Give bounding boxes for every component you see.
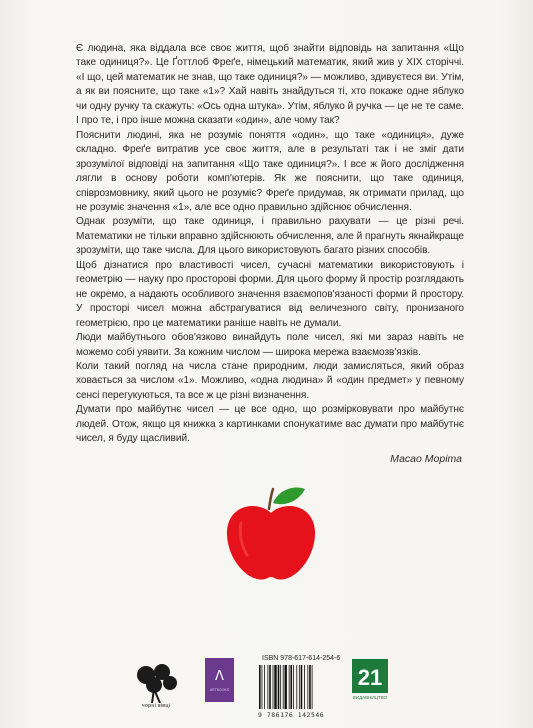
crow-logo-label: чорні вівці bbox=[141, 703, 171, 709]
paragraph-4: Щоб дізнатися про властивості чисел, сучасні математики використовують і геометрію — науку про просторові форми. Для цього форму й простір розглядають не окремо, а надають особливого значення взаємопов'язаності форми й простору. У просторі чисел можна абстрагуватися від величезного світу, пронизаного геометрією, про це математики раніше навіть не думали. bbox=[76, 259, 464, 329]
21-logo-number: 21 bbox=[357, 665, 383, 690]
body-text bbox=[76, 42, 464, 447]
author-signature: Масао Моріта bbox=[390, 453, 462, 465]
paragraph-7: Думати про майбутнє чисел — це все одно, що розмірковувати про майбутнє людей. Отож, якщо ця книжка з картинками спонукатиме вас думати про майбутнє чисел, я буду щасливий. bbox=[76, 404, 464, 445]
apple-stem bbox=[269, 489, 273, 509]
paragraph-3: Однак розуміти, що таке одиниця, і правильно рахувати — це різні речі. Математики не тільки вправно здійснюють обчислення, але й прагнуть якнайкраще зрозуміти, що таке числа. Для цього використовують багато різних способів. bbox=[76, 216, 464, 257]
barcode-digits: 9 786176 142546 bbox=[258, 711, 325, 719]
artbooks-logo bbox=[205, 658, 234, 702]
paragraph-2: Пояснити людині, яка не розуміє поняття «один», що таке «одиниця», дуже складно. Фреґе витратив усе своє життя, але в результаті так і не зміг дати зрозумілої відповіді на запитання «Що таке одиниця?». І все ж його дослідження лягли в основу роботи комп'ютерів. Як же пояснити, що таке одиниця, співрозмовнику, який цього не розуміє? Фреґе придумав, як отримати прилад, що не розуміє значення «1», але все одно правильно здійснює обчислення. bbox=[76, 129, 464, 213]
21-logo-label: ВИДАВНИЦТВО bbox=[352, 695, 388, 700]
artbooks-letter: Λ bbox=[215, 669, 224, 684]
paragraph-1: Є людина, яка віддала все своє життя, щоб знайти відповідь на запитання «Що таке одиниця?». Це Ґоттлоб Фреґе, німецький математик, який жив у XIX сторіччі. «І що, цей математик не знав, що таке одиниця?» — можливо, здивуєтеся ви. Утім, а як ви поясните, що таке «1»? Хай навіть знайдуться ті, хто покаже одне яблуко чи одну ручку та скажуть: «Ось одна штука». Утім, яблуко й ручка — це не те саме. І про те, і про інше можна сказати «один», але чому так? bbox=[76, 43, 464, 127]
apple-leaf bbox=[273, 488, 305, 505]
paragraph-5: Люди майбутнього обов'язково винайдуть поле чисел, які ми зараз навіть не можемо собі уявити. За кожним числом — широка мережа взаємозв'язків. bbox=[76, 332, 464, 358]
barcode bbox=[257, 665, 337, 709]
isbn-label: ISBN 978-617-614-254-6 bbox=[262, 655, 341, 662]
crow-flower-logo-icon bbox=[132, 663, 180, 703]
21-publisher-logo-icon bbox=[352, 659, 388, 693]
publisher-logos bbox=[0, 655, 533, 728]
paragraph-6: Коли такий погляд на числа стане природним, люди замисляться, який образ ховається за числом «1». Можливо, «одна людина» й «один предмет» у певному сенсі перегукуються, та все ж це різні визначення. bbox=[76, 360, 464, 401]
apple-illustration bbox=[221, 483, 321, 583]
artbooks-label: ARTBOOKS bbox=[209, 688, 230, 692]
